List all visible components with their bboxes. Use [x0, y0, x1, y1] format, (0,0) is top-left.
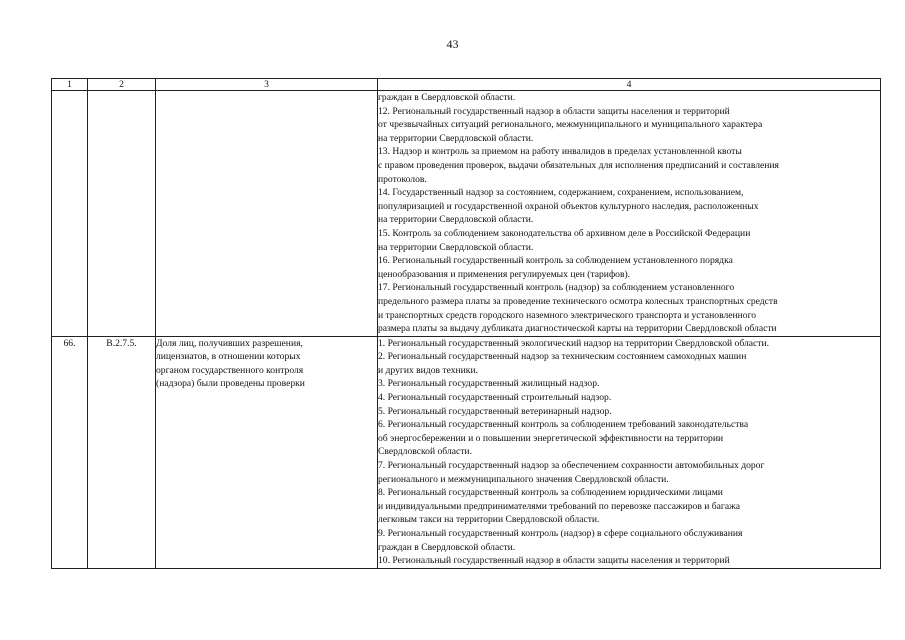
- table-row-66: [52, 336, 881, 568]
- text-line: на территории Свердловской области.: [378, 241, 534, 253]
- text-line: 7. Региональный государственный надзор за обеспечением сохранности автомобильных дорог: [378, 460, 765, 472]
- text-line: регионального и межмуниципального значения Свердловской области.: [378, 473, 669, 485]
- text-line: 3. Региональный государственный жилищный надзор.: [378, 378, 600, 390]
- text-line: размера платы за выдачу дубликата диагностической карты на территории Свердловской области: [378, 323, 777, 335]
- control-types-cell: [378, 91, 881, 337]
- text-line: и транспортных средств городского наземного электрического транспорта и установленного: [378, 309, 757, 321]
- text-line: Свердловской области.: [378, 446, 472, 458]
- text-line: предельного размера платы за проведение технического осмотра колесных транспортных средств: [378, 295, 778, 307]
- column-header-1: 1: [52, 79, 88, 91]
- table-header-row: [52, 79, 881, 91]
- text-line: 2. Региональный государственный надзор за техническим состоянием самоходных машин: [378, 351, 747, 363]
- text-line: протоколов.: [378, 173, 427, 185]
- text-line: (надзора) были проведены проверки: [156, 378, 305, 390]
- text-line: Доля лиц, получивших разрешения,: [156, 337, 303, 349]
- text-line: 16. Региональный государственный контроль за соблюдением установленного порядка: [378, 255, 733, 267]
- text-line: на территории Свердловской области.: [378, 214, 534, 226]
- text-line: легковым такси на территории Свердловской области.: [378, 514, 600, 526]
- row-code-cell: [88, 91, 156, 337]
- text-line: и других видов техники.: [378, 364, 478, 376]
- page-number: 43: [446, 37, 459, 51]
- indicators-table: [51, 78, 881, 569]
- text-line: от чрезвычайных ситуаций регионального, межмуниципального и муниципального характера: [378, 119, 763, 131]
- text-line: 6. Региональный государственный контроль за соблюдением требований законодательства: [378, 419, 749, 431]
- table-row-continued: [52, 91, 881, 337]
- text-line: 14. Государственный надзор за состоянием, содержанием, сохранением, использованием,: [378, 187, 744, 199]
- text-line: 4. Региональный государственный строительный надзор.: [378, 392, 612, 404]
- row-number-cell: 66.: [52, 336, 88, 568]
- text-line: 1. Региональный государственный экологический надзор на территории Свердловской области.: [378, 337, 770, 349]
- text-line: лицензиатов, в отношении которых: [156, 351, 301, 363]
- row-number-cell: [52, 91, 88, 337]
- text-line: и индивидуальными предпринимателями требований по перевозке пассажиров и багажа: [378, 500, 740, 512]
- text-line: 13. Надзор и контроль за приемом на работу инвалидов в пределах установленной квоты: [378, 146, 742, 158]
- text-line: 10. Региональный государственный надзор в области защиты населения и территорий: [378, 555, 730, 567]
- text-line: 17. Региональный государственный контроль (надзор) за соблюдением установленного: [378, 282, 735, 294]
- text-line: 8. Региональный государственный контроль за соблюдением юридическими лицами: [378, 487, 723, 499]
- text-line: на территории Свердловской области.: [378, 132, 534, 144]
- text-line: граждан в Свердловской области.: [378, 92, 516, 103]
- indicator-cell: [156, 336, 378, 568]
- text-line: ценообразования и применения регулируемых цен (тарифов).: [378, 268, 631, 280]
- text-line: 9. Региональный государственный контроль (надзор) в сфере социального обслуживания: [378, 528, 743, 539]
- control-types-cell: [378, 336, 881, 568]
- column-header-3: 3: [156, 79, 378, 91]
- indicator-cell: [156, 91, 378, 337]
- column-header-4: 4: [378, 79, 881, 91]
- text-line: 12. Региональный государственный надзор в области защиты населения и территорий: [378, 105, 730, 117]
- column-header-2: 2: [88, 79, 156, 91]
- text-line: с правом проведения проверок, выдачи обязательных для исполнения предписаний и составления: [378, 159, 779, 171]
- row-code-cell: В.2.7.5.: [88, 336, 156, 568]
- text-line: 15. Контроль за соблюдением законодательства об архивном деле в Российской Федерации: [378, 227, 751, 239]
- text-line: 5. Региональный государственный ветеринарный надзор.: [378, 405, 612, 417]
- text-line: граждан в Свердловской области.: [378, 541, 516, 553]
- text-line: об энергосбережении и о повышении энергетической эффективности на территории: [378, 432, 724, 444]
- text-line: органом государственного контроля: [156, 364, 304, 376]
- text-line: популяризацией и государственной охраной объектов культурного наследия, расположенных: [378, 200, 759, 212]
